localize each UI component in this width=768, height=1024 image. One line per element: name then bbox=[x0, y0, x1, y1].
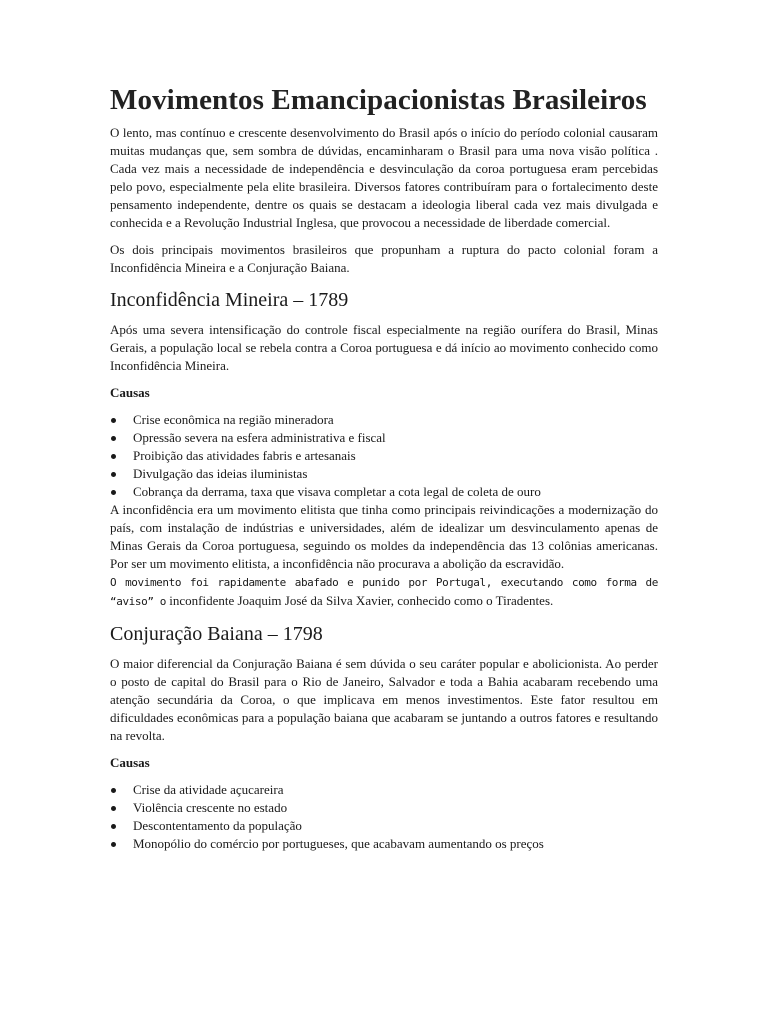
list-item-text: Crise da atividade açucareira bbox=[133, 782, 284, 797]
mineira-causes-label: Causas bbox=[110, 385, 150, 400]
bullet-icon bbox=[111, 824, 116, 829]
list-item-text: Proibição das atividades fabris e artesanais bbox=[133, 448, 356, 463]
list-item bbox=[110, 835, 658, 853]
list-item bbox=[110, 799, 658, 817]
list-item-text: Crise econômica na região mineradora bbox=[133, 412, 334, 427]
mineira-paragraph-2: A inconfidência era um movimento elitista que tinha como principais reivindicações a modernização do país, com instalação de indústrias e universidades, além de idealizar um desvinculamento apenas de Minas Gerais da Coroa portuguesa, seguindo os moldes da independência das 13 colônias americanas. Por ser um movimento elitista, a inconfidência não procurava a abolição da escravidão. bbox=[110, 502, 658, 571]
list-item-text: Opressão severa na esfera administrativa e fiscal bbox=[133, 430, 386, 445]
mineira-causes-list bbox=[110, 411, 658, 501]
list-item-text: Violência crescente no estado bbox=[133, 800, 288, 815]
bullet-icon bbox=[111, 788, 116, 793]
bullet-icon bbox=[111, 842, 116, 847]
list-item bbox=[110, 447, 658, 465]
list-item bbox=[110, 465, 658, 483]
list-item-text: Divulgação das ideias iluministas bbox=[133, 466, 308, 481]
bullet-icon bbox=[111, 490, 116, 495]
baiana-causes-label: Causas bbox=[110, 755, 150, 770]
baiana-paragraph-1: O maior diferencial da Conjuração Baiana é sem dúvida o seu caráter popular e abolicionista. Ao perder o posto de capital do Brasil para o Rio de Janeiro, Salvador e toda a Bahia acabaram recebendo uma atenção secundária da Coroa, o que implicava em menos investimentos. Este fator resultou em dificuldades econômicas para a população baiana que acabaram se juntando a outros fatores e resultando na revolta. bbox=[110, 656, 658, 743]
page-title: Movimentos Emancipacionistas Brasileiros bbox=[110, 84, 647, 116]
mineira-paragraph-3-rest: inconfidente Joaquim José da Silva Xavier, conhecido como o Tiradentes. bbox=[169, 593, 554, 608]
bullet-icon bbox=[111, 418, 116, 423]
baiana-causes-list bbox=[110, 781, 658, 853]
intro-paragraph-2: Os dois principais movimentos brasileiros que propunham a ruptura do pacto colonial foram a Inconfidência Mineira e a Conjuração Baiana. bbox=[110, 242, 658, 275]
mineira-paragraph-3-mono: O movimento foi rapidamente abafado e punido por Portugal, executando como forma de “aviso” o bbox=[110, 576, 658, 608]
list-item bbox=[110, 781, 658, 799]
mineira-paragraph-3 bbox=[110, 573, 658, 611]
list-item bbox=[110, 483, 658, 501]
list-item-text: Monopólio do comércio por portugueses, que acabavam aumentando os preços bbox=[133, 836, 544, 851]
section-heading-conjuracao-baiana: Conjuração Baiana – 1798 bbox=[110, 623, 323, 645]
list-item bbox=[110, 817, 658, 835]
bullet-icon bbox=[111, 436, 116, 441]
section-heading-inconfidencia-mineira: Inconfidência Mineira – 1789 bbox=[110, 289, 349, 311]
document-page bbox=[110, 84, 658, 853]
bullet-icon bbox=[111, 454, 116, 459]
list-item bbox=[110, 429, 658, 447]
mineira-paragraph-1: Após uma severa intensificação do controle fiscal especialmente na região ourífera do Brasil, Minas Gerais, a população local se rebela contra a Coroa portuguesa e dá início ao movimento conhecido como Inconfidência Mineira. bbox=[110, 322, 658, 373]
list-item bbox=[110, 411, 658, 429]
list-item-text: Descontentamento da população bbox=[133, 818, 302, 833]
intro-paragraph-1: O lento, mas contínuo e crescente desenvolvimento do Brasil após o início do período colonial causaram muitas mudanças que, sem sombra de dúvidas, encaminharam o Brasil para uma nova visão política . Cada vez mais a necessidade de independência e desvinculação da coroa portuguesa eram percebidas pelo povo, especialmente pela elite brasileira. Diversos fatores contribuíram para o fortalecimento deste pensamento independente, dentre os quais se destacam a ideologia liberal cada vez mais divulgada e conhecida e a Revolução Industrial Inglesa, que provocou a necessidade de liberdade comercial. bbox=[110, 125, 658, 230]
bullet-icon bbox=[111, 806, 116, 811]
bullet-icon bbox=[111, 472, 116, 477]
list-item-text: Cobrança da derrama, taxa que visava completar a cota legal de coleta de ouro bbox=[133, 484, 541, 499]
